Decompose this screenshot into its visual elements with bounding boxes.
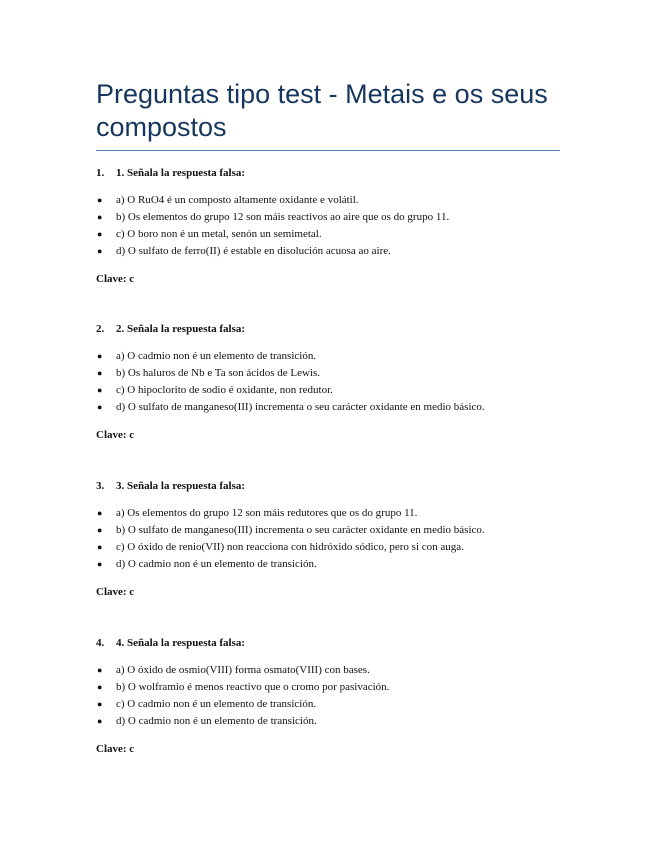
option-d [96,556,566,573]
bullet-icon: ● [97,542,103,552]
question-text: 1. Señala la respuesta falsa: [116,167,246,179]
option-text: a) O cadmio non é un elemento de transición. [116,350,317,362]
option-list [96,192,566,260]
option-text: b) Os haluros de Nb e Ta son ácidos de Lewis. [116,367,321,379]
option-a [96,505,566,522]
bullet-icon: ● [97,246,103,256]
question-number: 2. [96,323,105,335]
answer-key: Clave: c [96,586,135,598]
option-a [96,348,566,365]
question-3 [96,478,566,600]
option-c [96,696,566,713]
option-text: c) O cadmio non é un elemento de transición. [116,698,317,710]
option-a [96,192,566,209]
option-text: b) O wolframio é menos reactivo que o cromo por pasivación. [116,681,390,693]
question-4 [96,635,566,757]
option-text: d) O cadmio non é un elemento de transición. [116,558,317,570]
option-c [96,226,566,243]
bullet-icon: ● [97,525,103,535]
option-list [96,348,566,416]
question-header [96,321,566,337]
question-text: 2. Señala la respuesta falsa: [116,323,246,335]
bullet-icon: ● [97,195,103,205]
bullet-icon: ● [97,682,103,692]
bullet-icon: ● [97,559,103,569]
option-b [96,679,566,696]
bullet-icon: ● [97,368,103,378]
option-list [96,662,566,730]
question-header [96,635,566,651]
bullet-icon: ● [97,716,103,726]
bullet-icon: ● [97,665,103,675]
option-text: a) O RuO4 é un composto altamente oxidante e volátil. [116,194,359,206]
option-c [96,539,566,556]
answer-key: Clave: c [96,743,135,755]
option-text: a) O óxido de osmio(VIII) forma osmato(VIII) con bases. [116,664,370,676]
option-c [96,382,566,399]
option-text: c) O óxido de renio(VII) non reacciona con hidróxido sódico, pero si con auga. [116,541,464,553]
bullet-icon: ● [97,699,103,709]
option-text: b) O sulfato de manganeso(III) incrementa o seu carácter oxidante en medio básico. [116,524,485,536]
option-text: c) O boro non é un metal, senón un semimetal. [116,228,322,240]
answer-key: Clave: c [96,273,135,285]
bullet-icon: ● [97,402,103,412]
bullet-icon: ● [97,212,103,222]
option-text: d) O sulfato de ferro(II) é estable en disolución acuosa ao aire. [116,245,391,257]
question-text: 3. Señala la respuesta falsa: [116,480,246,492]
question-1 [96,165,566,287]
bullet-icon: ● [97,508,103,518]
title-divider [96,150,560,151]
bullet-icon: ● [97,351,103,361]
option-text: a) Os elementos do grupo 12 son máis redutores que os do grupo 11. [116,507,418,519]
bullet-icon: ● [97,385,103,395]
question-number: 1. [96,167,105,179]
option-a [96,662,566,679]
option-d [96,713,566,730]
page-title: Preguntas tipo test - Metais e os seus compostos [96,79,548,142]
question-header [96,165,566,181]
question-text: 4. Señala la respuesta falsa: [116,637,246,649]
option-text: c) O hipoclorito de sodio é oxidante, non redutor. [116,384,333,396]
question-header [96,478,566,494]
question-2 [96,321,566,443]
option-text: d) O cadmio non é un elemento de transición. [116,715,317,727]
option-b [96,365,566,382]
option-list [96,505,566,573]
answer-key: Clave: c [96,429,135,441]
option-b [96,522,566,539]
question-number: 3. [96,480,105,492]
option-d [96,399,566,416]
option-b [96,209,566,226]
option-text: d) O sulfato de manganeso(III) incrementa o seu carácter oxidante en medio básico. [116,401,485,413]
option-text: b) Os elementos do grupo 12 son máis reactivos ao aire que os do grupo 11. [116,211,450,223]
option-d [96,243,566,260]
question-number: 4. [96,637,105,649]
bullet-icon: ● [97,229,103,239]
